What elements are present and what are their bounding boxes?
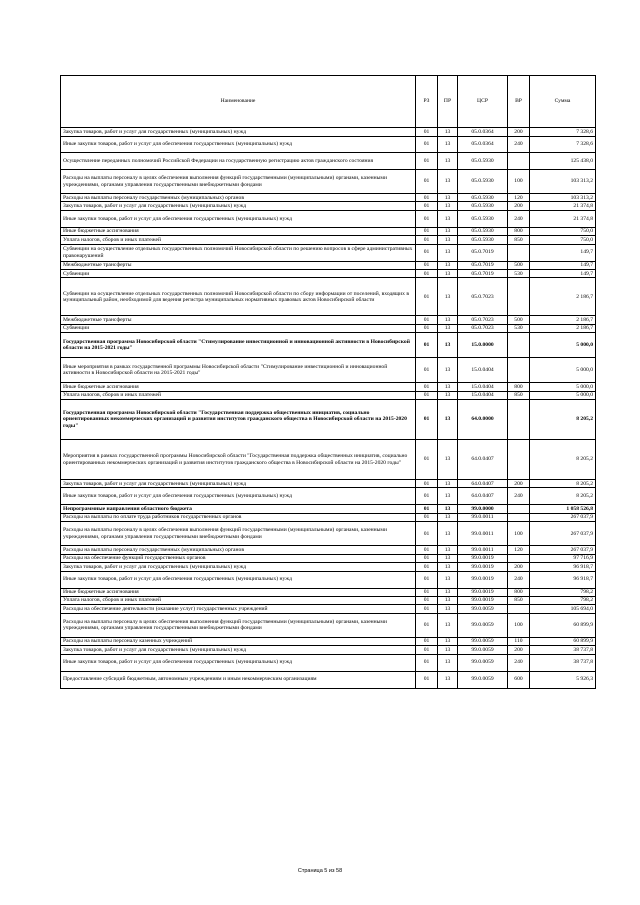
table-row (61, 383, 596, 391)
cell-vr (508, 153, 530, 170)
cell-sum: 7 328,6 (530, 137, 596, 153)
cell-pr: 13 (438, 316, 458, 324)
cell-csr: 99.0.0019 (458, 596, 508, 604)
cell-csr: 15.0.0000 (458, 333, 508, 358)
cell-name: Закупка товаров, работ и услуг для государственных (муниципальных) нужд (61, 480, 416, 488)
cell-name: Иные закупки товаров, работ и услуг для обеспечения государственных (муниципальных) нужд (61, 137, 416, 153)
cell-name: Предоставление субсидий бюджетным, автономным учреждениям и иным некоммерческим организациям (61, 671, 416, 688)
cell-name: Субвенции на осуществление отдельных государственных полномочий Новосибирской области по решению вопросов в сфере административных правонарушений (61, 244, 416, 261)
cell-pr: 13 (438, 391, 458, 399)
cell-rz: 01 (416, 596, 438, 604)
cell-sum: 96 918,7 (530, 571, 596, 588)
cell-rz: 01 (416, 128, 438, 137)
table-row (61, 227, 596, 235)
cell-name: Иные бюджетные ассигнования (61, 383, 416, 391)
cell-rz: 01 (416, 588, 438, 596)
cell-name: Расходы на выплаты персоналу в целях обеспечения выполнения функций государственными (муниципальными) органами, казенными учреждениями, органами управления государственными внебюджетными фондами (61, 170, 416, 194)
header-name: Наименование (61, 76, 416, 128)
cell-vr: 240 (508, 654, 530, 671)
cell-rz: 01 (416, 236, 438, 244)
cell-name: Расходы на выплаты по оплате труда работников государственных органов (61, 513, 416, 521)
cell-sum: 2 186,7 (530, 316, 596, 324)
cell-sum: 5 000,0 (530, 391, 596, 399)
cell-csr: 99.0.0000 (458, 505, 508, 513)
cell-csr: 05.0.5930 (458, 170, 508, 194)
cell-vr: 120 (508, 194, 530, 202)
cell-name: Иные закупки товаров, работ и услуг для обеспечения государственных (муниципальных) нужд (61, 571, 416, 588)
cell-csr: 15.0.0404 (458, 358, 508, 383)
cell-csr: 15.0.0404 (458, 391, 508, 399)
cell-pr: 13 (438, 324, 458, 332)
table-row (61, 480, 596, 488)
cell-sum: 267 037,9 (530, 546, 596, 554)
cell-name: Межбюджетные трансферты (61, 261, 416, 269)
cell-sum: 798,2 (530, 588, 596, 596)
cell-rz: 01 (416, 554, 438, 562)
cell-csr: 99.0.0059 (458, 605, 508, 613)
cell-rz: 01 (416, 400, 438, 440)
cell-name: Уплата налогов, сборов и иных платежей (61, 596, 416, 604)
cell-sum: 5 000,0 (530, 358, 596, 383)
cell-vr (508, 505, 530, 513)
cell-pr: 13 (438, 137, 458, 153)
cell-name: Государственная программа Новосибирской области "Государственная поддержка общественных инициатив, социально ориентированных некоммерческих организаций и развития институтов гражданского общества в Новосибирской области на 2015-2020 годы" (61, 400, 416, 440)
table-row (61, 613, 596, 637)
cell-sum: 8 205,2 (530, 480, 596, 488)
cell-vr: 200 (508, 480, 530, 488)
cell-csr: 05.0.7023 (458, 324, 508, 332)
cell-vr: 500 (508, 316, 530, 324)
cell-csr: 99.0.0019 (458, 554, 508, 562)
cell-sum: 267 037,9 (530, 513, 596, 521)
cell-vr: 200 (508, 563, 530, 571)
cell-name: Субвенции (61, 270, 416, 278)
cell-pr: 13 (438, 261, 458, 269)
cell-vr (508, 513, 530, 521)
cell-name: Уплата налогов, сборов и иных платежей (61, 236, 416, 244)
cell-csr: 64.0.0000 (458, 400, 508, 440)
cell-csr: 05.0.5930 (458, 236, 508, 244)
cell-vr: 800 (508, 588, 530, 596)
cell-csr: 99.0.0019 (458, 563, 508, 571)
table-row (61, 571, 596, 588)
header-pr: ПР (438, 76, 458, 128)
cell-sum: 103 313,2 (530, 194, 596, 202)
cell-name: Уплата налогов, сборов и иных платежей (61, 391, 416, 399)
cell-rz: 01 (416, 637, 438, 645)
cell-name: Мероприятия в рамках государственной программы Новосибирской области "Государственная поддержка общественных инициатив, социально ориентированных некоммерческих организаций и развития институтов гражданского общества в Новосибирской области на 2015-2020 годы" (61, 440, 416, 480)
cell-csr: 05.0.5930 (458, 202, 508, 210)
cell-csr: 64.0.0407 (458, 488, 508, 505)
cell-sum: 750,0 (530, 236, 596, 244)
cell-vr: 100 (508, 613, 530, 637)
cell-csr: 99.0.0059 (458, 613, 508, 637)
cell-name: Непрограммные направления областного бюджета (61, 505, 416, 513)
cell-csr: 05.0.7019 (458, 244, 508, 261)
table-row (61, 596, 596, 604)
cell-vr: 110 (508, 637, 530, 645)
cell-vr: 500 (508, 261, 530, 269)
cell-name: Закупка товаров, работ и услуг для государственных (муниципальных) нужд (61, 128, 416, 137)
cell-csr: 99.0.0059 (458, 637, 508, 645)
cell-sum: 125 438,0 (530, 153, 596, 170)
table-row (61, 588, 596, 596)
table-row (61, 563, 596, 571)
cell-name: Иные закупки товаров, работ и услуг для обеспечения государственных (муниципальных) нужд (61, 654, 416, 671)
cell-sum: 7 328,6 (530, 128, 596, 137)
cell-sum: 105 694,0 (530, 605, 596, 613)
budget-table (60, 75, 596, 689)
cell-rz: 01 (416, 522, 438, 546)
cell-rz: 01 (416, 270, 438, 278)
cell-rz: 01 (416, 358, 438, 383)
cell-pr: 13 (438, 170, 458, 194)
cell-name: Расходы на выплаты персоналу в целях обеспечения выполнения функций государственными (муниципальными) органами, казенными учреждениями, органами управления государственными внебюджетными фондами (61, 613, 416, 637)
cell-vr: 800 (508, 383, 530, 391)
cell-sum: 60 899,9 (530, 613, 596, 637)
cell-csr: 05.0.5930 (458, 227, 508, 235)
table-row (61, 137, 596, 153)
cell-csr: 05.0.7019 (458, 261, 508, 269)
table-row (61, 391, 596, 399)
cell-rz: 01 (416, 333, 438, 358)
cell-csr: 05.0.0364 (458, 128, 508, 137)
cell-name: Иные закупки товаров, работ и услуг для обеспечения государственных (муниципальных) нужд (61, 210, 416, 227)
cell-name: Государственная программа Новосибирской области "Стимулирование инвестиционной и инновационной активности в Новосибирской области на 2015-2021 годы" (61, 333, 416, 358)
table-row (61, 153, 596, 170)
table-row (61, 170, 596, 194)
cell-vr: 240 (508, 137, 530, 153)
cell-rz: 01 (416, 440, 438, 480)
cell-pr: 13 (438, 637, 458, 645)
cell-vr (508, 400, 530, 440)
cell-sum: 8 205,2 (530, 440, 596, 480)
cell-csr: 05.0.5930 (458, 153, 508, 170)
table-row (61, 671, 596, 688)
cell-pr: 13 (438, 646, 458, 654)
cell-sum: 1 058 526,8 (530, 505, 596, 513)
table-row (61, 210, 596, 227)
cell-name: Закупка товаров, работ и услуг для государственных (муниципальных) нужд (61, 202, 416, 210)
cell-csr: 15.0.0404 (458, 383, 508, 391)
cell-rz: 01 (416, 605, 438, 613)
cell-csr: 64.0.0407 (458, 480, 508, 488)
table-row (61, 505, 596, 513)
cell-sum: 96 918,7 (530, 563, 596, 571)
page-footer: Страница 5 из 58 (297, 868, 343, 874)
cell-sum: 267 037,9 (530, 522, 596, 546)
table-row (61, 654, 596, 671)
cell-vr: 850 (508, 391, 530, 399)
cell-pr: 13 (438, 513, 458, 521)
cell-rz: 01 (416, 671, 438, 688)
cell-vr: 600 (508, 671, 530, 688)
cell-sum: 21 374,8 (530, 202, 596, 210)
cell-sum: 8 205,2 (530, 400, 596, 440)
cell-csr: 99.0.0059 (458, 671, 508, 688)
cell-sum: 149,7 (530, 270, 596, 278)
cell-vr: 120 (508, 546, 530, 554)
cell-csr: 99.0.0011 (458, 522, 508, 546)
cell-csr: 05.0.7023 (458, 278, 508, 316)
cell-pr: 13 (438, 571, 458, 588)
table-row (61, 400, 596, 440)
cell-vr (508, 605, 530, 613)
cell-vr: 240 (508, 210, 530, 227)
cell-name: Межбюджетные трансферты (61, 316, 416, 324)
cell-name: Субвенции на осуществление отдельных государственных полномочий Новосибирской области по сбору информации от поселений, входящих в муниципальный район, необходимой для ведения регистра муниципальных нормативных правовых актов Новосибирской области (61, 278, 416, 316)
cell-name: Иные бюджетные ассигнования (61, 227, 416, 235)
cell-pr: 13 (438, 522, 458, 546)
cell-sum: 8 205,2 (530, 488, 596, 505)
cell-pr: 13 (438, 244, 458, 261)
table-row (61, 522, 596, 546)
table-row (61, 244, 596, 261)
table-row (61, 194, 596, 202)
cell-vr: 850 (508, 236, 530, 244)
cell-rz: 01 (416, 170, 438, 194)
cell-rz: 01 (416, 210, 438, 227)
cell-vr (508, 440, 530, 480)
cell-pr: 13 (438, 128, 458, 137)
cell-csr: 99.0.0059 (458, 654, 508, 671)
cell-sum: 5 926,3 (530, 671, 596, 688)
cell-pr: 13 (438, 588, 458, 596)
cell-rz: 01 (416, 513, 438, 521)
cell-vr: 200 (508, 202, 530, 210)
table-row (61, 637, 596, 645)
cell-vr: 240 (508, 488, 530, 505)
cell-pr: 13 (438, 202, 458, 210)
cell-pr: 13 (438, 554, 458, 562)
cell-pr: 13 (438, 613, 458, 637)
cell-pr: 13 (438, 671, 458, 688)
table-row (61, 513, 596, 521)
table-row (61, 333, 596, 358)
cell-name: Иные мероприятия в рамках государственной программы Новосибирской области "Стимулирование инвестиционной и инновационной активности в Новосибирской области на 2015-2021 годы" (61, 358, 416, 383)
cell-rz: 01 (416, 480, 438, 488)
cell-pr: 13 (438, 563, 458, 571)
cell-sum: 103 313,2 (530, 170, 596, 194)
table-row (61, 324, 596, 332)
cell-pr: 13 (438, 383, 458, 391)
cell-csr: 64.0.0407 (458, 440, 508, 480)
cell-rz: 01 (416, 383, 438, 391)
table-row (61, 128, 596, 137)
cell-pr: 13 (438, 358, 458, 383)
cell-vr (508, 278, 530, 316)
cell-rz: 01 (416, 488, 438, 505)
table-row (61, 270, 596, 278)
header-sum: Сумма (530, 76, 596, 128)
cell-pr: 13 (438, 654, 458, 671)
cell-rz: 01 (416, 505, 438, 513)
cell-rz: 01 (416, 391, 438, 399)
cell-pr: 13 (438, 210, 458, 227)
cell-pr: 13 (438, 400, 458, 440)
header-csr: ЦСР (458, 76, 508, 128)
cell-sum: 2 186,7 (530, 324, 596, 332)
cell-csr: 99.0.0011 (458, 546, 508, 554)
cell-vr: 530 (508, 324, 530, 332)
cell-rz: 01 (416, 324, 438, 332)
cell-pr: 13 (438, 236, 458, 244)
table-row (61, 202, 596, 210)
cell-vr: 100 (508, 170, 530, 194)
cell-sum: 2 186,7 (530, 278, 596, 316)
cell-rz: 01 (416, 571, 438, 588)
cell-vr: 240 (508, 571, 530, 588)
cell-rz: 01 (416, 546, 438, 554)
cell-vr: 850 (508, 596, 530, 604)
cell-rz: 01 (416, 646, 438, 654)
cell-rz: 01 (416, 244, 438, 261)
cell-sum: 5 000,0 (530, 333, 596, 358)
cell-pr: 13 (438, 278, 458, 316)
cell-vr: 530 (508, 270, 530, 278)
cell-pr: 13 (438, 505, 458, 513)
cell-name: Расходы на обеспечение деятельности (оказание услуг) государственных учреждений (61, 605, 416, 613)
cell-pr: 13 (438, 596, 458, 604)
cell-rz: 01 (416, 654, 438, 671)
table-row (61, 646, 596, 654)
cell-name: Расходы на обеспечение функций государственных органов (61, 554, 416, 562)
table-header-row (61, 76, 596, 128)
table-row (61, 605, 596, 613)
cell-rz: 01 (416, 278, 438, 316)
cell-name: Иные закупки товаров, работ и услуг для обеспечения государственных (муниципальных) нужд (61, 488, 416, 505)
table-row (61, 236, 596, 244)
cell-csr: 99.0.0011 (458, 513, 508, 521)
cell-csr: 05.0.7019 (458, 270, 508, 278)
cell-csr: 05.0.5930 (458, 194, 508, 202)
cell-vr (508, 244, 530, 261)
cell-sum: 38 737,8 (530, 654, 596, 671)
cell-rz: 01 (416, 194, 438, 202)
table-body (61, 128, 596, 689)
cell-sum: 5 000,0 (530, 383, 596, 391)
cell-sum: 21 374,8 (530, 210, 596, 227)
cell-rz: 01 (416, 202, 438, 210)
cell-name: Расходы на выплаты персоналу государственных (муниципальных) органов (61, 194, 416, 202)
cell-rz: 01 (416, 137, 438, 153)
cell-sum: 149,7 (530, 244, 596, 261)
cell-name: Расходы на выплаты персоналу в целях обеспечения выполнения функций государственными (муниципальными) органами, казенными учреждениями, органами управления государственными внебюджетными фондами (61, 522, 416, 546)
cell-name: Расходы на выплаты персоналу казенных учреждений (61, 637, 416, 645)
table-row (61, 316, 596, 324)
table-row (61, 546, 596, 554)
cell-name: Субвенции (61, 324, 416, 332)
cell-pr: 13 (438, 333, 458, 358)
cell-csr: 99.0.0019 (458, 571, 508, 588)
cell-rz: 01 (416, 153, 438, 170)
cell-name: Закупка товаров, работ и услуг для государственных (муниципальных) нужд (61, 646, 416, 654)
cell-pr: 13 (438, 605, 458, 613)
table-row (61, 440, 596, 480)
cell-rz: 01 (416, 613, 438, 637)
table-row (61, 554, 596, 562)
cell-pr: 13 (438, 194, 458, 202)
header-vr: ВР (508, 76, 530, 128)
cell-pr: 13 (438, 153, 458, 170)
cell-rz: 01 (416, 261, 438, 269)
cell-rz: 01 (416, 227, 438, 235)
cell-pr: 13 (438, 227, 458, 235)
cell-csr: 05.0.5930 (458, 210, 508, 227)
cell-sum: 750,0 (530, 227, 596, 235)
cell-sum: 60 899,9 (530, 637, 596, 645)
table-row (61, 358, 596, 383)
cell-pr: 13 (438, 480, 458, 488)
cell-sum: 149,7 (530, 261, 596, 269)
table-row (61, 261, 596, 269)
cell-vr: 800 (508, 227, 530, 235)
cell-csr: 99.0.0019 (458, 588, 508, 596)
cell-sum: 97 716,9 (530, 554, 596, 562)
cell-name: Закупка товаров, работ и услуг для государственных (муниципальных) нужд (61, 563, 416, 571)
cell-pr: 13 (438, 546, 458, 554)
cell-pr: 13 (438, 488, 458, 505)
cell-name: Осуществление переданных полномочий Российской Федерации на государственную регистрацию актов гражданского состояния (61, 153, 416, 170)
cell-vr (508, 333, 530, 358)
cell-pr: 13 (438, 440, 458, 480)
cell-name: Расходы на выплаты персоналу государственных (муниципальных) органов (61, 546, 416, 554)
cell-name: Иные бюджетные ассигнования (61, 588, 416, 596)
cell-vr: 200 (508, 646, 530, 654)
cell-vr: 100 (508, 522, 530, 546)
cell-vr (508, 358, 530, 383)
cell-sum: 798,2 (530, 596, 596, 604)
cell-csr: 05.0.7023 (458, 316, 508, 324)
table-row (61, 488, 596, 505)
cell-vr: 200 (508, 128, 530, 137)
cell-sum: 38 737,8 (530, 646, 596, 654)
header-rz: РЗ (416, 76, 438, 128)
table-row (61, 278, 596, 316)
cell-vr (508, 554, 530, 562)
cell-csr: 05.0.0364 (458, 137, 508, 153)
cell-rz: 01 (416, 563, 438, 571)
budget-sheet (60, 75, 595, 689)
cell-rz: 01 (416, 316, 438, 324)
cell-csr: 99.0.0059 (458, 646, 508, 654)
cell-pr: 13 (438, 270, 458, 278)
